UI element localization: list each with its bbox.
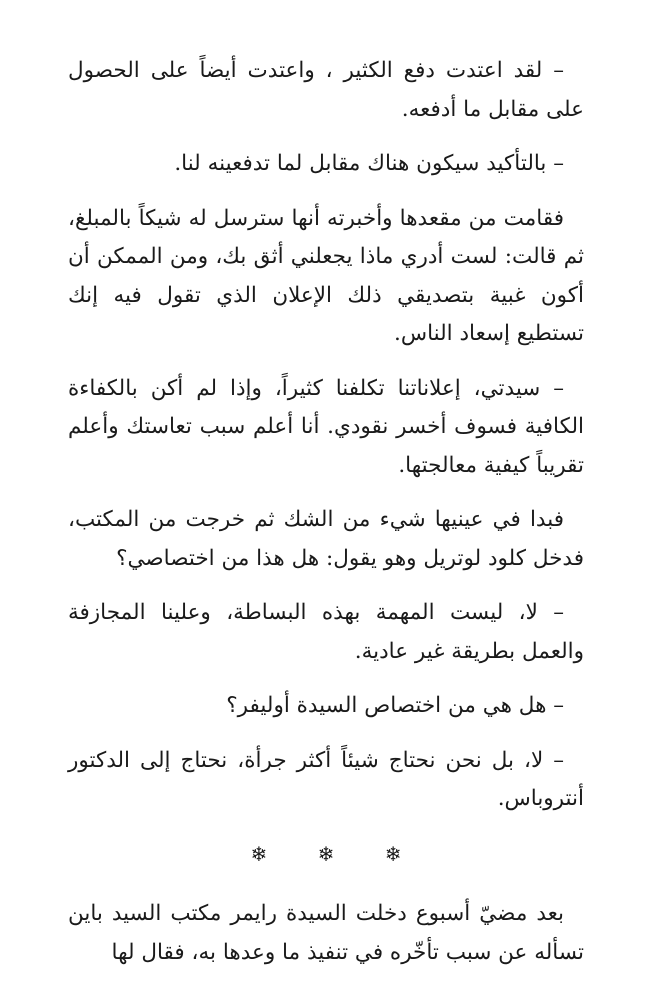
section-separator: ❄ ❄ ❄ (250, 841, 424, 866)
paragraph-7: – هل هي من اختصاص السيدة أوليفر؟ (226, 693, 564, 718)
paragraph-4: – سيدتي، إعلاناتنا تكلفنا كثيراً، وإذا لم أكن بالكفاءة الكافية فسوف أخسر نقودي. أنا أعلم سبب تعاستك وأعلم تقريباً كيفية معالجتها. (68, 375, 584, 478)
closing-paragraph: بعد مضيّ أسبوع دخلت السيدة رايمر مكتب السيد باين تسأله عن سبب تأخّره في تنفيذ ما وعدها به، فقال لها (68, 901, 584, 965)
paragraph-3: فقامت من مقعدها وأخبرته أنها سترسل له شيكاً بالمبلغ، ثم قالت: لست أدري ماذا يجعلني أثق بك، ومن الممكن أن أكون غبية بتصديقي ذلك الإعلان الذي تقول فيه إنك تستطيع إسعاد الناس. (68, 205, 584, 346)
paragraph-5: فبدا في عينيها شيء من الشك ثم خرجت من المكتب، فدخل كلود لوتريل وهو يقول: هل هذا من اختصاصي؟ (68, 507, 584, 571)
paragraph-1: – لقد اعتدت دفع الكثير ، واعتدت أيضاً على الحصول على مقابل ما أدفعه. (68, 58, 584, 122)
paragraph-2: – بالتأكيد سيكون هناك مقابل لما تدفعينه لنا. (174, 151, 564, 176)
paragraph-6: – لا، ليست المهمة بهذه البساطة، وعلينا المجازفة والعمل بطريقة غير عادية. (68, 600, 584, 664)
book-page (68, 52, 584, 988)
paragraph-8: – لا، بل نحن نحتاج شيئاً أكثر جرأة، نحتاج إلى الدكتور أنتروباس. (68, 747, 584, 811)
